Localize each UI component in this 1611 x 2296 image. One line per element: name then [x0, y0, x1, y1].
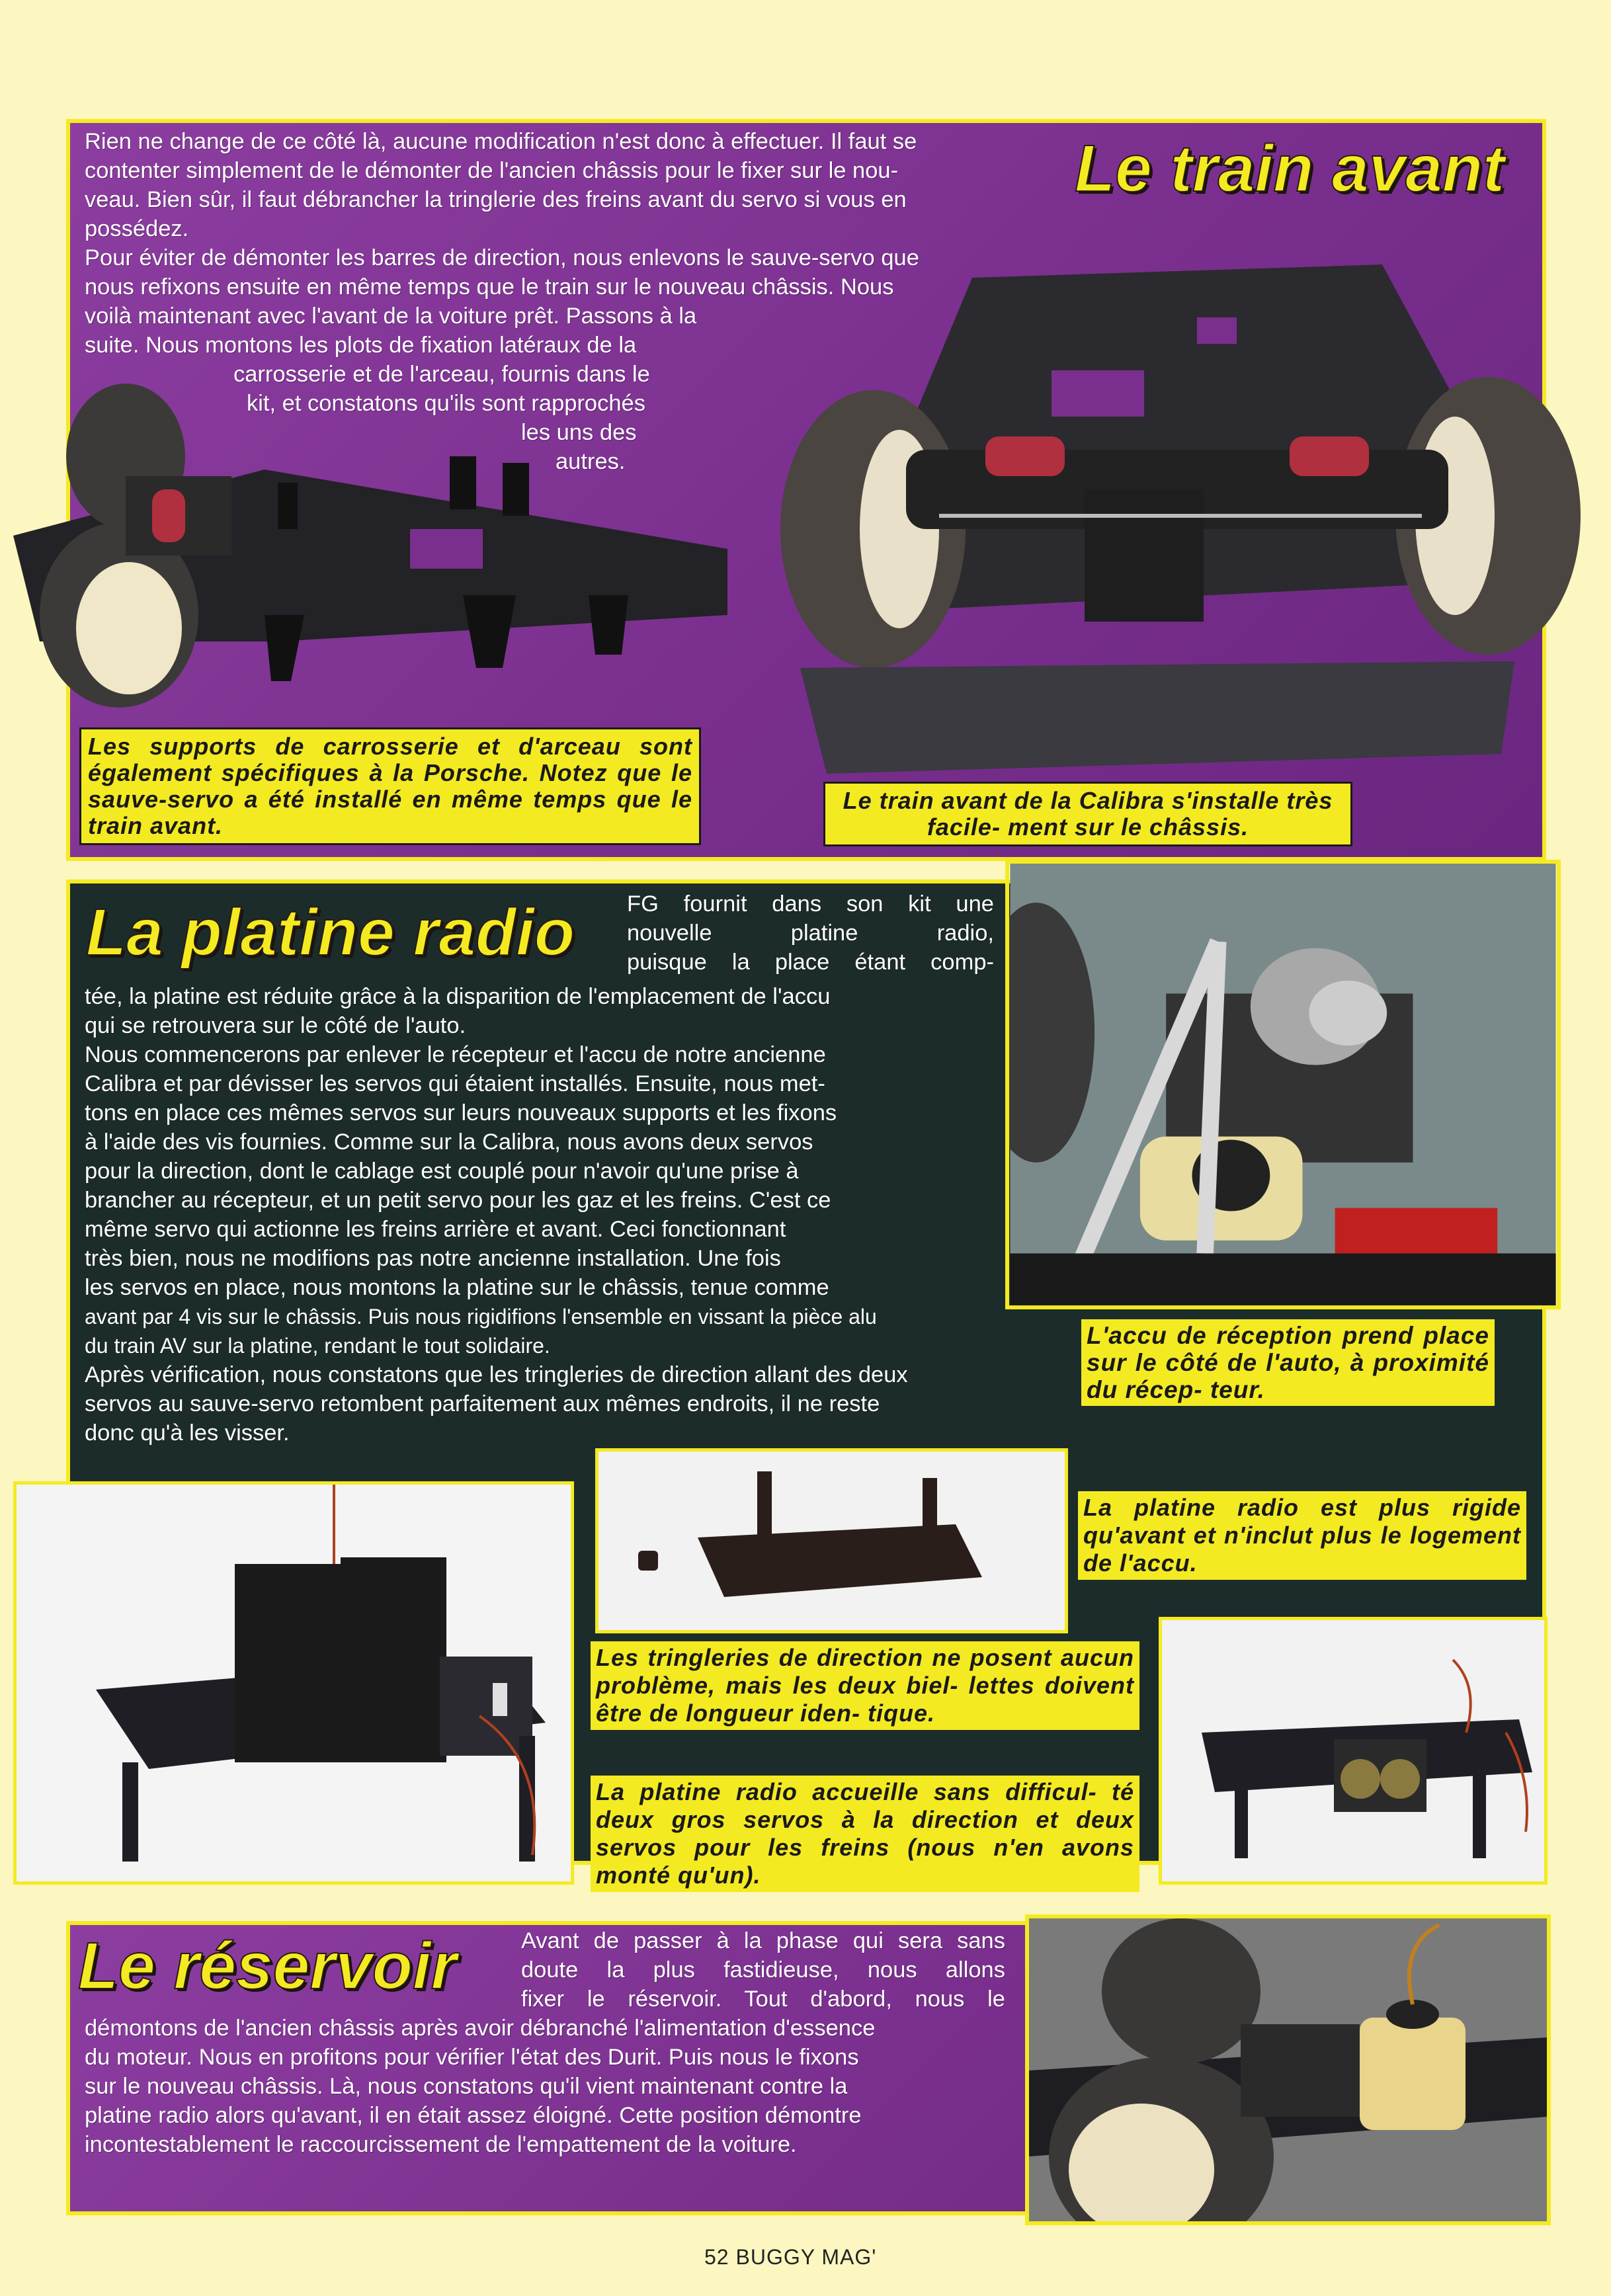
reservoir-intro-line: doute la plus fastidieuse, nous allons — [521, 1957, 1005, 1983]
platine-radio-title: La platine radio — [86, 895, 575, 969]
platine-body-line: du train AV sur la platine, rendant le tout solidaire. — [85, 1334, 550, 1358]
train-avant-line: voilà maintenant avec l'avant de la voiture prêt. Passons à la — [85, 304, 697, 329]
reservoir-text — [85, 2014, 875, 2159]
platine-intro-line: FG fournit dans son kit une — [627, 891, 994, 917]
platine-body-line: Nous commencerons par enlever le récepteur et l'accu de notre ancienne — [85, 1042, 826, 1067]
train-avant-line: carrosserie et de l'arceau, fournis dans le — [233, 362, 650, 387]
reservoir-body-line: incontestablement le raccourcissement de l'empattement de la voiture. — [85, 2132, 797, 2157]
photo-platine-arriere — [1159, 1617, 1548, 1885]
platine-body-line: tons en place ces mêmes servos sur leurs nouveaux supports et les fixons — [85, 1100, 837, 1126]
train-avant-line: suite. Nous montons les plots de fixation latéraux de la — [85, 333, 637, 358]
caption-tringleries: Les tringleries de direction ne posent aucun problème, mais les deux biel- lettes doivent être de longueur iden- tique. — [591, 1641, 1139, 1730]
platine-intro-line: nouvelle platine radio, — [627, 921, 994, 946]
caption-platine-rigide: La platine radio est plus rigide qu'avant et n'inclut plus le logement de l'accu. — [1078, 1491, 1526, 1580]
caption-platine-accueille: La platine radio accueille sans difficul- té deux gros servos à la direction et deux servos pour les freins (nous n'en avons monté qu'un). — [591, 1776, 1139, 1892]
train-avant-line: autres. — [556, 449, 626, 474]
reservoir-body-line: démontons de l'ancien châssis après avoir débranché l'alimentation d'essence — [85, 2016, 876, 2041]
photo-accu-engine — [1005, 860, 1561, 1309]
platine-body-line: brancher au récepteur, et un petit servo pour les gaz et les freins. C'est ce — [85, 1188, 831, 1213]
train-avant-line: veau. Bien sûr, il faut débrancher la tringlerie des freins avant du servo si vous en — [85, 187, 907, 212]
platine-body-line: très bien, nous ne modifions pas notre ancienne installation. Une fois — [85, 1246, 781, 1271]
caption-supports-carrosserie: Les supports de carrosserie et d'arceau sont également spécifiques à la Porsche. Notez que le sauve-servo a été installé en même temps que le train avant. — [79, 727, 701, 845]
platine-body-line: à l'aide des vis fournies. Comme sur la Calibra, nous avons deux servos — [85, 1129, 813, 1155]
train-avant-line: nous refixons ensuite en même temps que le train sur le nouveau châssis. Nous — [85, 274, 894, 300]
train-avant-line: kit, et constatons qu'ils sont rapprochés — [247, 391, 645, 416]
reservoir-intro-line: fixer le réservoir. Tout d'abord, nous le — [521, 1987, 1005, 2012]
photo-servos-platine — [13, 1481, 574, 1885]
platine-body-line: avant par 4 vis sur le châssis. Puis nous rigidifions l'ensemble en vissant la pièce alu — [85, 1305, 877, 1329]
platine-body-line: servos au sauve-servo retombent parfaitement aux mêmes endroits, il ne reste — [85, 1391, 880, 1416]
train-avant-title: Le train avant — [1075, 132, 1505, 206]
train-avant-line: les uns des — [521, 420, 637, 445]
photo-platine-vide — [595, 1448, 1068, 1633]
platine-body-line: Calibra et par dévisser les servos qui étaient installés. Ensuite, nous met- — [85, 1071, 825, 1096]
platine-body-line: qui se retrouvera sur le côté de l'auto. — [85, 1013, 466, 1038]
reservoir-body-line: sur le nouveau châssis. Là, nous constatons qu'il vient maintenant contre la — [85, 2074, 848, 2099]
caption-accu-reception: L'accu de réception prend place sur le côté de l'auto, à proximité du récep- teur. — [1081, 1319, 1495, 1406]
train-avant-line: contenter simplement de le démonter de l'ancien châssis pour le fixer sur le nou- — [85, 158, 899, 183]
train-avant-line: Pour éviter de démonter les barres de direction, nous enlevons le sauve-servo que — [85, 245, 919, 270]
reservoir-body-line: platine radio alors qu'avant, il en était assez éloigné. Cette position démontre — [85, 2103, 862, 2128]
reservoir-intro — [521, 1926, 1005, 2014]
caption-train-avant-calibra: Le train avant de la Calibra s'installe très facile- ment sur le châssis. — [823, 782, 1352, 846]
page-number: 52 BUGGY MAG' — [704, 2245, 877, 2269]
platine-body-line: tée, la platine est réduite grâce à la disparition de l'emplacement de l'accu — [85, 984, 831, 1009]
platine-body-line: les servos en place, nous montons la platine sur le châssis, tenue comme — [85, 1275, 829, 1300]
reservoir-title: Le réservoir — [78, 1929, 457, 2003]
train-avant-line: possédez. — [85, 216, 189, 241]
reservoir-intro-line: Avant de passer à la phase qui sera sans — [521, 1928, 1005, 1953]
train-avant-text — [85, 127, 1070, 476]
platine-body-line: même servo qui actionne les freins arrière et avant. Ceci fonctionnant — [85, 1217, 786, 1242]
platine-intro-line: puisque la place étant comp- — [627, 950, 994, 975]
platine-body-line: donc qu'à les visser. — [85, 1420, 290, 1446]
platine-body-line: Après vérification, nous constatons que les tringleries de direction allant des deux — [85, 1362, 908, 1387]
reservoir-body-line: du moteur. Nous en profitons pour vérifier l'état des Durit. Puis nous le fixons — [85, 2045, 859, 2070]
photo-reservoir — [1025, 1914, 1551, 2225]
platine-radio-text — [85, 982, 908, 1448]
train-avant-line: Rien ne change de ce côté là, aucune modification n'est donc à effectuer. Il faut se — [85, 129, 917, 154]
platine-body-line: pour la direction, dont le cablage est couplé pour n'avoir qu'une prise à — [85, 1159, 799, 1184]
platine-radio-intro — [627, 889, 994, 977]
